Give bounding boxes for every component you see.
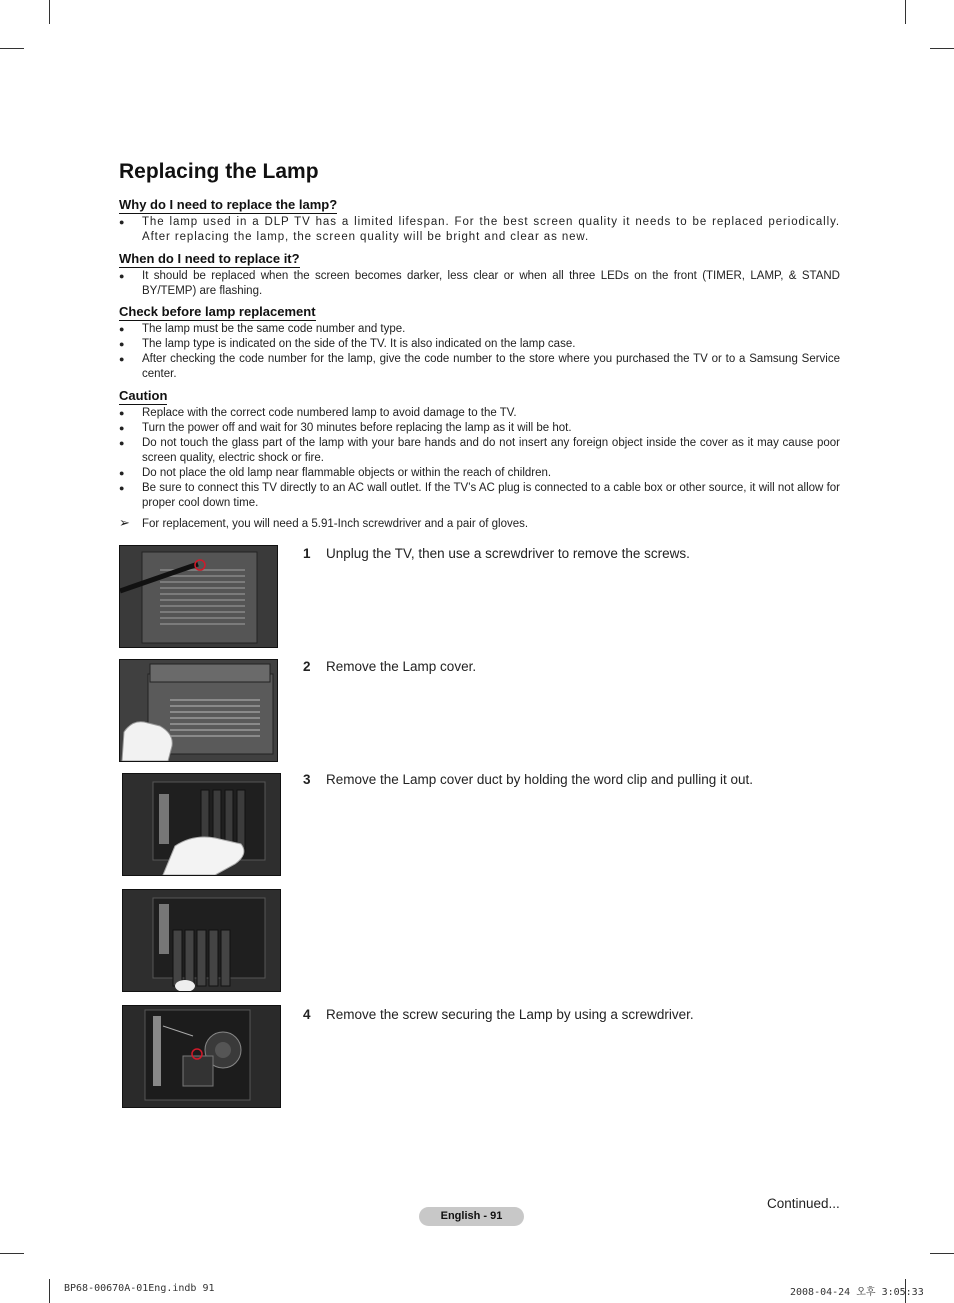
step-number: 2 (303, 659, 311, 674)
bullet-list (119, 406, 840, 511)
photo-step-3b (122, 889, 281, 992)
step-text: Unplug the TV, then use a screwdriver to remove the screws. (326, 546, 690, 561)
bullet-icon: ● (119, 408, 125, 418)
bullet-list (119, 322, 840, 382)
list-item: ● The lamp type is indicated on the side of the TV. It is also indicated on the lamp case. (119, 338, 576, 350)
crop-mark (0, 1253, 24, 1254)
section-heading: Check before lamp replacement (119, 304, 316, 319)
photo-step-1 (119, 545, 278, 648)
list-item: ● The lamp used in a DLP TV has a limited lifespan. For the best screen quality it needs to be replaced periodically. After replacing the lamp, the screen quality will be bright and clear as new. (119, 216, 840, 243)
step-2 (303, 659, 476, 674)
list-item: ● It should be replaced when the screen becomes darker, less clear or when all three LEDs on the front (TIMER, LAMP, & STAND BY/TEMP) are flashing. (119, 270, 840, 297)
step-4 (303, 1007, 694, 1022)
step-1 (303, 546, 690, 561)
list-item: ● After checking the code number for the lamp, give the code number to the store where you purchased the TV or to a Samsung Service center. (119, 353, 840, 380)
page-title: Replacing the Lamp (119, 160, 319, 183)
bullet-icon: ● (119, 423, 125, 433)
step-number: 1 (303, 546, 311, 561)
list-item: ● Be sure to connect this TV directly to an AC wall outlet. If the TV’s AC plug is connected to a cable box or other source, it will not allow for proper cool down time. (119, 482, 840, 509)
bullet-icon: ● (119, 271, 125, 281)
bullet-icon: ● (119, 354, 125, 364)
list-item: ● Turn the power off and wait for 30 minutes before replacing the lamp as it will be hot. (119, 422, 572, 434)
section-heading: Caution (119, 388, 168, 403)
section-why-replace (119, 196, 840, 245)
crop-mark (930, 48, 954, 49)
crop-mark (49, 0, 50, 24)
step-text: Remove the Lamp cover. (326, 659, 477, 674)
photo-step-4 (122, 1005, 281, 1108)
list-item: ● Do not place the old lamp near flammable objects or within the reach of children. (119, 467, 552, 479)
bullet-icon: ● (119, 483, 125, 493)
photo-step-3a (122, 773, 281, 876)
section-heading: Why do I need to replace the lamp? (119, 197, 338, 212)
step-text: Remove the screw securing the Lamp by using a screwdriver. (326, 1007, 694, 1022)
crop-mark (905, 0, 906, 24)
section-when-replace (119, 250, 840, 299)
footer-timestamp: 2008-04-24 오후 3:05:33 (790, 1287, 924, 1298)
step-number: 4 (303, 1007, 311, 1022)
crop-mark (49, 1279, 50, 1303)
list-item: ● Replace with the correct code numbered lamp to avoid damage to the TV. (119, 407, 517, 419)
page-number-badge: English - 91 (419, 1207, 524, 1226)
bullet-list (119, 269, 840, 299)
footer-file-info: BP68-00670A-01Eng.indb 91 (64, 1283, 215, 1294)
step-3 (303, 772, 753, 787)
crop-mark (930, 1253, 954, 1254)
bullet-icon: ● (119, 438, 125, 448)
bullet-icon: ● (119, 217, 126, 227)
note (119, 515, 840, 532)
list-item: ● The lamp must be the same code number and type. (119, 323, 406, 335)
note-text: For replacement, you will need a 5.91-Inch screwdriver and a pair of gloves. (142, 518, 529, 530)
arrow-icon: ➢ (119, 515, 130, 530)
bullet-list (119, 215, 840, 245)
section-caution (119, 387, 840, 511)
list-item: ● Do not touch the glass part of the lamp with your bare hands and do not insert any foreign object inside the cover as it may cause poor screen quality, electric shock or fire. (119, 437, 840, 464)
section-heading: When do I need to replace it? (119, 251, 300, 266)
crop-mark (0, 48, 24, 49)
bullet-icon: ● (119, 468, 125, 478)
bullet-icon: ● (119, 339, 125, 349)
continued-label: Continued... (767, 1196, 840, 1211)
step-number: 3 (303, 772, 311, 787)
step-text: Remove the Lamp cover duct by holding the word clip and pulling it out. (326, 772, 753, 787)
bullet-icon: ● (119, 324, 125, 334)
section-check-before (119, 303, 840, 382)
photo-step-2 (119, 659, 278, 762)
